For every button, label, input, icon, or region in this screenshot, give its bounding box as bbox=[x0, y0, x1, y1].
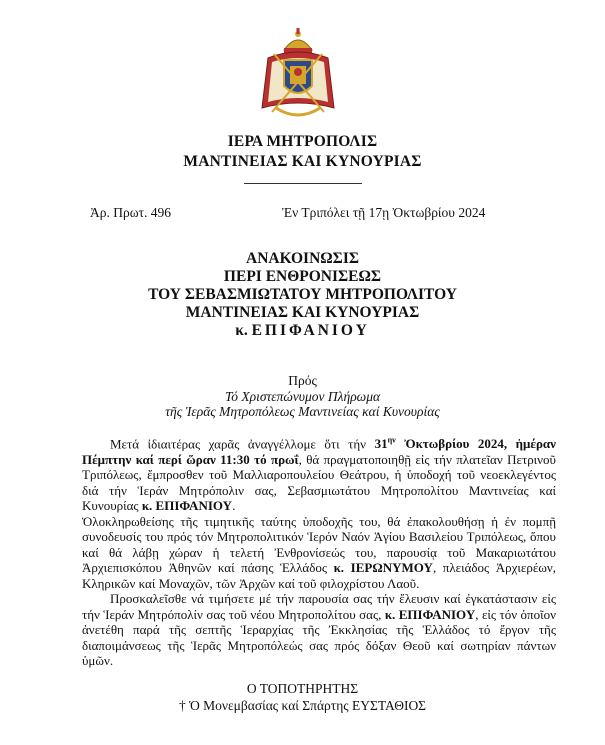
metropolis-crest-icon bbox=[254, 28, 342, 122]
p1-date-day: 31 bbox=[374, 436, 388, 452]
protocol-number: Ἀρ. Πρωτ. 496 bbox=[90, 205, 172, 220]
title-line4: ΜΑΝΤΙΝΕΙΑΣ ΚΑΙ ΚΥΝΟΥΡΙΑΣ bbox=[185, 304, 420, 321]
p3-text-b: , εἰς τόν ὁποῖον ἀνετέθη παρά τῆς σεπτῆς Ἱεραρχίας τῆς Ἐκκλησίας τῆς Ἑλλάδος τό ἔργον τῆς διαποιμάνσεως τῆς Ἱερᾶς Μητροπόλεώς σας πρός δόξαν Θεοῦ καί σωτηρίαν πάντων ὑμῶν. bbox=[82, 606, 556, 669]
addressee-line3: τῆς Ἱερᾶς Μητροπόλεως Μαντινείας καί Κυνουρίας bbox=[165, 404, 440, 419]
p1-end: . bbox=[232, 498, 236, 514]
p2-text-a: Ὁλοκληρωθείσης τῆς τιμητικῆς ταύτης ὑποδοχῆς του, θά ἐπακολουθήσῃ ἡ ἐν πομπῇ συνοδευσίς του πρός τόν Μητροπολιτικόν Ἱερόν Ναόν Ἁγίου Βασιλείου Τριπόλεως, ὅπου καί θά λάβῃ χώραν ἡ τελετή Ἐνθρονίσεώς του, παρουσίᾳ τοῦ Μακαριωτάτου Ἀρχιεπισκόπου Ἀθηνῶν καί πάσης Ἑλλάδος bbox=[82, 513, 556, 576]
title-line1: ΑΝΑΚΟΙΝΩΣΙΣ bbox=[246, 250, 359, 267]
paragraph-2 bbox=[82, 514, 556, 592]
p3-text-a: Προσκαλεῖσθε νά τιμήσετε μέ τήν παρουσία σας τήν ἔλευσιν καί ἐγκατάστασιν εἰς τήν Ἱεράν Μητρόπολίν σας τοῦ νέου Μητροπολίτου σας, bbox=[82, 591, 556, 622]
p1-text-a: Μετά ἰδιαιτέρας χαρᾶς ἀναγγέλλομε ὅτι τήν bbox=[110, 436, 375, 452]
title-honorific: κ. bbox=[235, 322, 248, 339]
title-line3: ΤΟΥ ΣΕΒΑΣΜΙΩΤΑΤΟΥ ΜΗΤΡΟΠΟΛΙΤΟΥ bbox=[148, 286, 457, 303]
title-line2: ΠΕΡΙ ΕΝΘΡΟΝΙΣΕΩΣ bbox=[223, 268, 382, 285]
p3-metropolitan-name: κ. ΕΠΙΦΑΝΙΟΥ bbox=[384, 606, 476, 622]
p2-archbishop-name: κ. ΙΕΡΩΝΥΜΟΥ bbox=[333, 560, 433, 576]
header-divider bbox=[244, 183, 362, 184]
paragraph-3 bbox=[82, 591, 556, 669]
title-line5 bbox=[0, 322, 605, 340]
p2-text-b: , πλειάδος Ἀρχιερέων, Κληρικῶν καί Μοναχῶν, τῶν Ἀρχῶν καί τοῦ φιλοχρίστου Λαοῦ. bbox=[82, 560, 557, 591]
p1-text-b: , θά πραγματοποιηθῇ εἰς τήν πλατεῖαν Πετρινοῦ Τριπόλεως, ἔμπροσθεν τοῦ Μαλλιαροπουλείου Θεάτρου, ἡ ὑποδοχή τοῦ νεοεκλεγέντος διά τήν Ἱεράν Μητρόπολιν σας, Σεβασμιωτάτου Μητροπολίτου Μαντινείας καί Κυνουρίας bbox=[82, 451, 556, 514]
signature-role: Ο ΤΟΠΟΤΗΡΗΤΗΣ bbox=[246, 681, 359, 696]
p1-date-suffix: ην bbox=[387, 436, 396, 445]
addressee-line1: Πρός bbox=[288, 373, 317, 388]
metropolis-name-line1: ΙΕΡΑ ΜΗΤΡΟΠΟΛΙΣ bbox=[227, 133, 378, 150]
p1-date-rest: Ὀκτωβρίου 2024, ἡμέραν Πέμπτην καί περί ὥραν 11:30 τό πρωΐ bbox=[82, 436, 556, 467]
signature-name: † Ὁ Μονεμβασίας καί Σπάρτης ΕΥΣΤΑΘΙΟΣ bbox=[178, 698, 427, 713]
p1-metropolitan-name: κ. ΕΠΙΦΑΝΙΟΥ bbox=[141, 498, 233, 514]
announcement-body bbox=[82, 433, 556, 669]
paragraph-1 bbox=[82, 433, 556, 514]
addressee-line2: Τό Χριστεπώνυμον Πλήρωμα bbox=[224, 389, 381, 404]
place-date: Ἐν Τριπόλει τῇ 17ῃ Ὀκτωβρίου 2024 bbox=[282, 205, 486, 220]
metropolis-name-line2: ΜΑΝΤΙΝΕΙΑΣ ΚΑΙ ΚΥΝΟΥΡΙΑΣ bbox=[183, 153, 422, 170]
title-metropolitan-name: ΕΠΙΦΑΝΙΟΥ bbox=[251, 322, 370, 339]
